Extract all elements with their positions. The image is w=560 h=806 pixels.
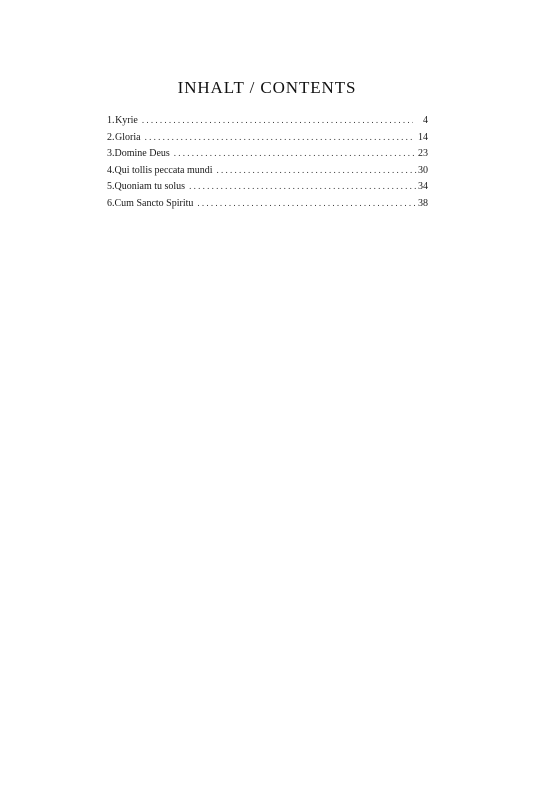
toc-entry-page: 30 — [418, 164, 428, 176]
toc-entry-title: Domine Deus — [114, 148, 170, 159]
toc-entry-title: Cum Sancto Spiritu — [114, 197, 194, 209]
toc-entry-page: 34 — [418, 181, 428, 192]
toc-entry-page: 14 — [418, 131, 429, 143]
toc-entry-number: 4. — [107, 164, 115, 176]
dot-leader — [174, 148, 415, 158]
page-title: INHALT / CONTENTS — [177, 78, 357, 97]
toc-entry-title: Qui tollis peccata mundi — [114, 164, 213, 176]
toc-entry-page: 38 — [418, 197, 428, 209]
dot-leader — [217, 165, 418, 175]
toc-entry — [107, 181, 428, 198]
toc-entry — [107, 132, 428, 149]
dot-leader — [142, 115, 413, 125]
toc-entry-number: 5. — [107, 181, 115, 192]
toc-entry — [107, 115, 428, 132]
toc-entry-number: 6. — [107, 197, 115, 209]
toc-entry-title: Kyrie — [115, 115, 138, 126]
toc-entry-number: 3. — [107, 148, 115, 159]
toc-entry-number: 2. — [107, 131, 115, 143]
toc-entry-title: Gloria — [115, 131, 141, 143]
toc-entry-number: 1. — [107, 115, 115, 126]
dot-leader — [197, 198, 416, 208]
dot-leader — [145, 132, 414, 142]
table-of-contents — [107, 115, 428, 214]
dot-leader — [189, 181, 416, 191]
toc-entry-page: 23 — [418, 148, 428, 159]
toc-entry-title: Quoniam tu solus — [114, 181, 186, 192]
toc-entry — [107, 198, 428, 215]
toc-entry — [107, 148, 428, 165]
toc-entry — [107, 165, 428, 182]
toc-entry-page: 4 — [423, 115, 428, 126]
